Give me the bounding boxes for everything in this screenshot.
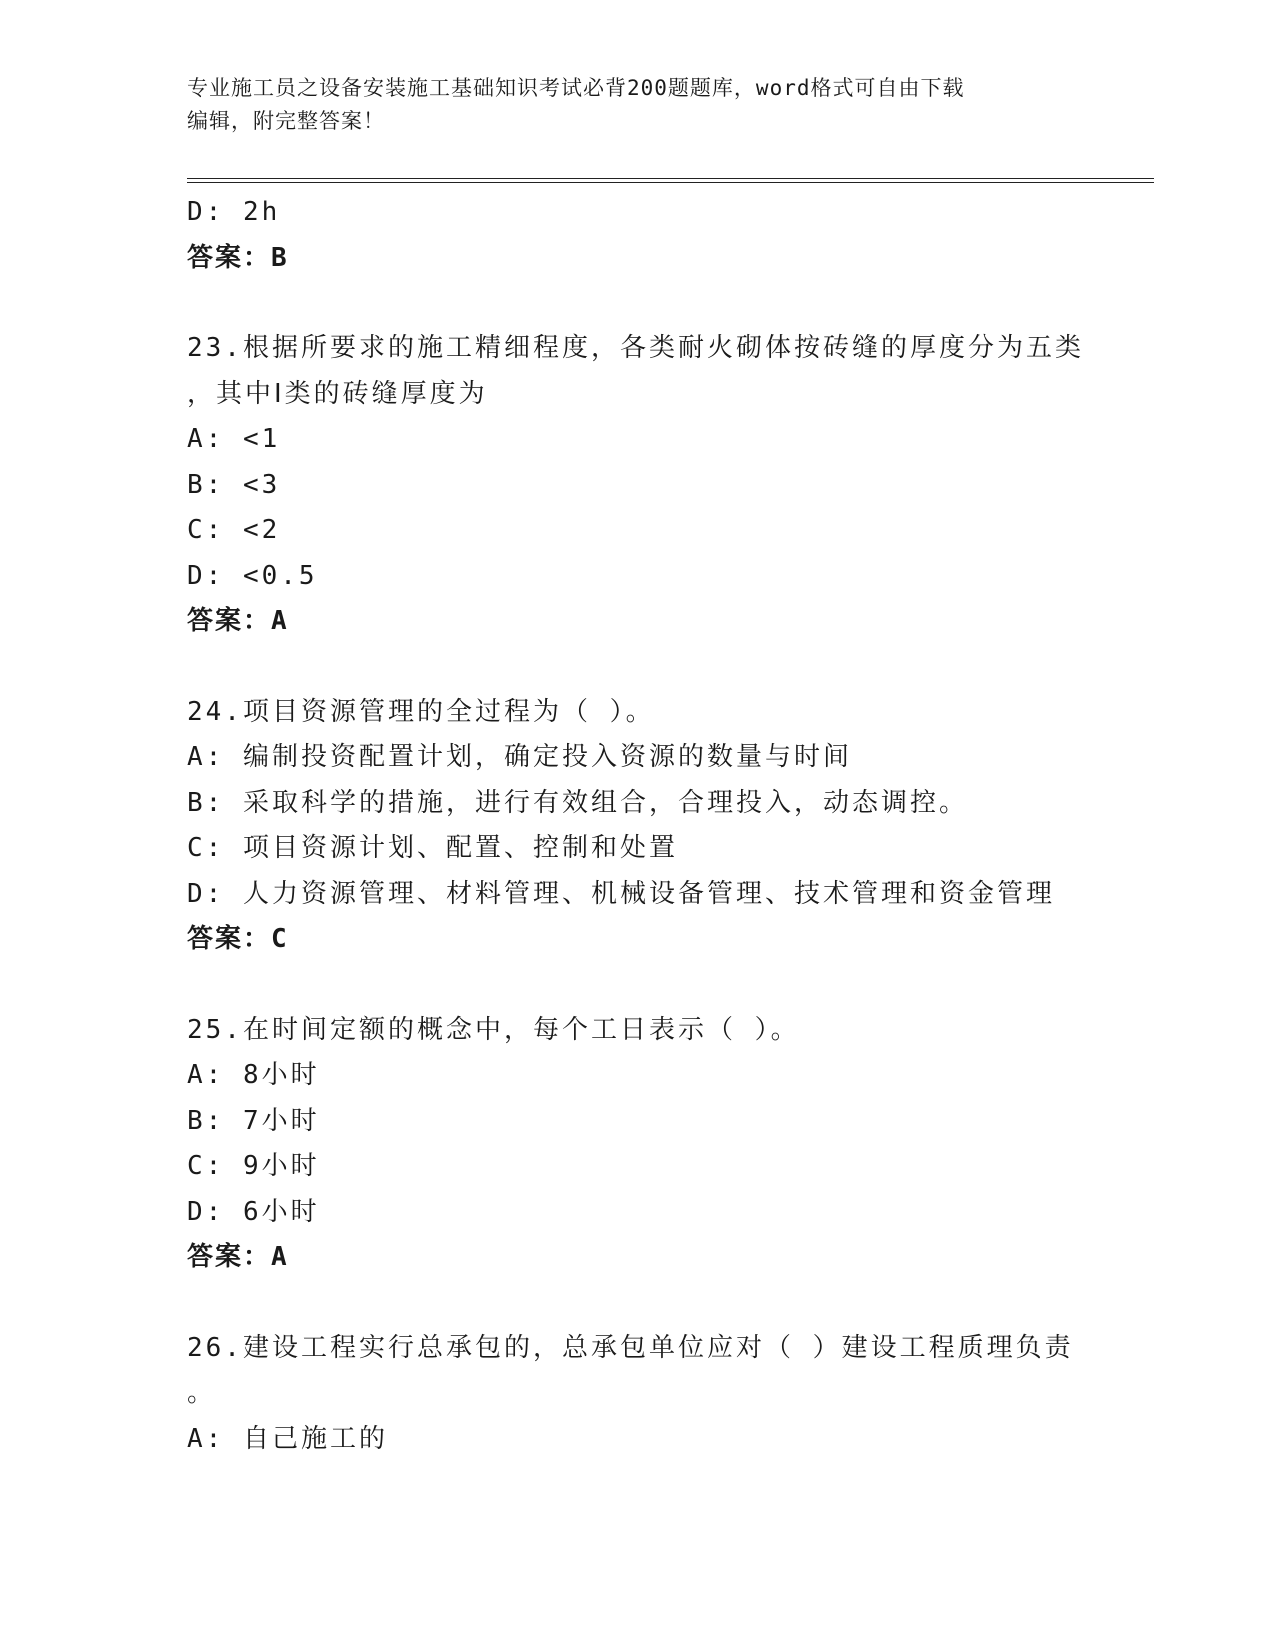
answer-label: 答案：A xyxy=(187,1242,289,1272)
document-header xyxy=(187,72,1087,138)
option-a: A: 编制投资配置计划，确定投入资源的数量与时间 xyxy=(187,742,852,772)
header-divider xyxy=(187,178,1154,179)
option-d: D: <0.5 xyxy=(187,560,318,591)
answer-label: 答案：B xyxy=(187,242,289,273)
spacer xyxy=(187,1281,1087,1326)
option-c: C: 9小时 xyxy=(187,1151,320,1181)
option-a: A: 自己施工的 xyxy=(187,1423,388,1454)
option-a: A: <1 xyxy=(187,424,281,454)
option-d: D: 人力资源管理、材料管理、机械设备管理、技术管理和资金管理 xyxy=(187,878,1055,909)
option-c: C: 项目资源计划、配置、控制和处置 xyxy=(187,833,678,863)
question-25 xyxy=(187,1008,1087,1281)
option-d: D: 6小时 xyxy=(187,1196,320,1227)
spacer xyxy=(187,281,1087,326)
answer-label: 答案：A xyxy=(187,606,289,636)
question-stem: 24.项目资源管理的全过程为（ ）。 xyxy=(187,696,655,727)
header-divider-double xyxy=(187,182,1154,183)
question-23 xyxy=(187,326,1087,645)
option-b: B: 采取科学的措施，进行有效组合，合理投入，动态调控。 xyxy=(187,787,968,818)
question-stem-continued: 。 xyxy=(187,1378,217,1408)
option-b: B: <3 xyxy=(187,469,281,500)
header-title-line-1: 专业施工员之设备安装施工基础知识考试必背200题题库，word格式可自由下载 xyxy=(187,76,965,100)
question-stem: 23.根据所要求的施工精细程度，各类耐火砌体按砖缝的厚度分为五类 xyxy=(187,333,1084,363)
option-d: D: 2h xyxy=(187,197,281,227)
spacer xyxy=(187,645,1087,690)
question-stem-continued: ，其中Ⅰ类的砖缝厚度为 xyxy=(187,378,488,409)
question-26 xyxy=(187,1326,1087,1463)
answer-label: 答案：C xyxy=(187,924,289,954)
question-stem: 25.在时间定额的概念中，每个工日表示（ ）。 xyxy=(187,1014,800,1045)
question-content xyxy=(187,190,1087,1462)
option-a: A: 8小时 xyxy=(187,1060,320,1090)
spacer xyxy=(187,963,1087,1008)
header-title-line-2: 编辑，附完整答案！ xyxy=(187,109,385,133)
option-c: C: <2 xyxy=(187,515,281,545)
question-stem: 26.建设工程实行总承包的，总承包单位应对（ ）建设工程质理负责 xyxy=(187,1332,1074,1363)
question-24 xyxy=(187,690,1087,963)
option-b: B: 7小时 xyxy=(187,1105,320,1136)
